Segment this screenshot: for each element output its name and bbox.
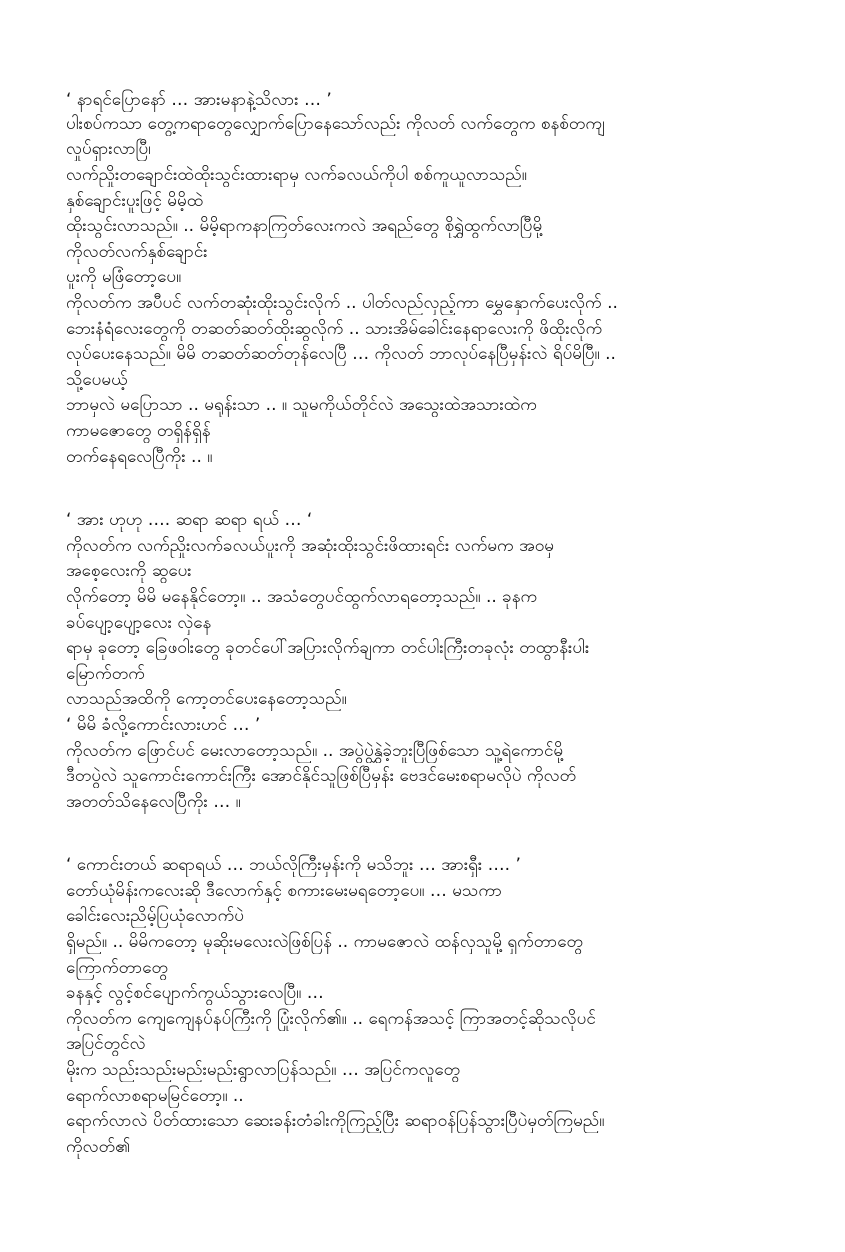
text-line: အတတ်သိနေလေပြီကိုး … ။	[66, 792, 241, 812]
text-line: ကိုလတ်က ဖြောင်ပင် မေးလာတော့သည်။ .. အပွဲပွဲနွှဲခဲ့ဘူးပြီဖြစ်သော သူ့ရဲကောင်မို့	[66, 741, 564, 761]
text-line: ရာမှ ခုတော့ ခြေဖဝါးတွေ ခုတင်ပေါ်အပြားလိုက်ချကာ တင်ပါးကြီးတခုလုံး တထွာနီးပါး	[66, 638, 590, 658]
text-line: အပြင်တွင်လဲ	[66, 1034, 146, 1054]
text-line: လှုပ်ရှားလာပြီ၊	[66, 139, 151, 159]
text-line: ကိုလတ်က လက်ညှိုးလက်ခလယ်ပူးကို အဆုံးထိုးသွင်းဖိထားရင်း လက်မက အဝမှ	[66, 536, 554, 556]
text-line: ‘ အား ဟုဟု …. ဆရာ ဆရာ ရယ် … ‘	[66, 510, 313, 530]
text-line: ‘ နာရင်ပြောနော် … အားမနာနဲ့သိလား … ’	[66, 90, 332, 110]
text-line: ကြောက်တာတွေ	[66, 958, 168, 978]
text-line: မိုးက သည်းသည်းမည်းမည်းရွာလာပြန်သည်။ … အပြင်ကလူတွေ	[66, 1060, 461, 1080]
text-line: ထိုးသွင်းလာသည်။ .. မိမိ့ရာကနာကြတ်လေးကလဲ အရည်တွေ စိုရွှဲထွက်လာပြီမို့	[66, 216, 543, 236]
text-line: ပူးကို မဖြံတော့ပေ။	[66, 267, 182, 287]
text-line: ရောက်လာလဲ ပိတ်ထားသော ဆေးခန်းတံခါးကိုကြည့်ပြီး ဆရာဝန်ပြန်သွားပြီပဲမှတ်ကြမည်။	[66, 1111, 605, 1131]
text-line: ပါးစပ်ကသာ တွေ့ကရာတွေလျှောက်ပြောနေသော်လည်း ကိုလတ် လက်တွေက စနစ်တကျ	[66, 114, 605, 134]
text-line: ခေါင်းလေးညိမ့်ပြယုံလောက်ပဲ	[66, 906, 244, 926]
text-line: လုပ်ပေးနေသည်။ မိမိ တဆတ်ဆတ်တုန်လေပြီ … ကိုလတ် ဘာလုပ်နေပြီမှန်းလဲ ရိပ်မိပြီ။ ..	[66, 344, 616, 364]
text-line: သို့ပေမယ့်	[66, 370, 128, 390]
text-line: ကာမဇောတွေ တရှိန်ရှိန်	[66, 421, 211, 441]
text-line: လိုက်တော့ မိမိ မနေနိုင်တော့။ .. အသံတွေပင်ထွက်လာရတော့သည်။ .. ခုနက	[66, 587, 538, 607]
text-line: တော်ယုံမိန်းကလေးဆို ဒီလောက်နှင့် စကားမေးမရတော့ပေ။ … မသကာ	[66, 881, 502, 901]
text-line: လာသည်အထိကို ကော့တင်ပေးနေတော့သည်။	[66, 689, 347, 709]
text-line: ကိုလတ်က ကျေကျေနပ်နပ်ကြီးကို ပြုံးလိုက်၏။ .. ရေကန်အသင့် ကြာအတင့်ဆိုသလိုပင်	[66, 1009, 596, 1029]
text-line: ကိုလတ်က အပီပင် လက်တဆုံးထိုးသွင်းလိုက် .. ပါတ်လည်လှည့်ကာ မွှေနှောက်ပေးလိုက် ..	[66, 293, 618, 313]
text-line: ‘ ကောင်းတယ် ဆရာရယ် … ဘယ်လိုကြီးမှန်းကို မသိဘူး … အားရှီး …. ’	[66, 855, 521, 875]
text-line: ‘ မိမိ ခံလို့ကောင်းလားဟင် … ’	[66, 715, 261, 735]
text-line: အစေ့လေးကို ဆွပေး	[66, 561, 192, 581]
text-line: လက်ညှိုးတချောင်းထဲထိုးသွင်းထားရာမှ လက်ခလယ်ကိုပါ စစ်ကူယူလာသည်။	[66, 165, 527, 185]
text-line: ဘေးနံရံလေးတွေကို တဆတ်ဆတ်ထိုးဆွလိုက် .. သားအိမ်ခေါင်းနေရာလေးကို ဖိထိုးလိုက်	[66, 319, 603, 339]
text-line: နှစ်ချောင်းပူးဖြင့် မိမိ့ထဲ	[66, 191, 204, 211]
text-line: ဒီတပွဲလဲ သူကောင်းကောင်းကြီး အောင်နိုင်သူဖြစ်ပြီမှန်း ဗေဒင်မေးစရာမလိုပဲ ကိုလတ်	[66, 766, 577, 786]
text-line: ကိုလတ်လက်နှစ်ချောင်း	[66, 242, 208, 262]
text-line: ခနနှင့် လွင့်စင်ပျောက်ကွယ်သွားလေပြီ။ …	[66, 983, 324, 1003]
text-line: ကိုလတ်၏	[66, 1137, 131, 1157]
text-line: ခပ်ပျော့ပျော့လေး လှဲနေ	[66, 613, 212, 633]
text-line: တက်နေရလေပြီကိုး .. ။	[66, 447, 213, 467]
text-line: မြောက်တက်	[66, 664, 145, 684]
text-line: ရှိမည်။ .. မိမိကတော့ မုဆိုးမလေးလဲဖြစ်ပြန် .. ကာမဇောလဲ ထန်လှသူမို့ ရှက်တာတွေ	[66, 932, 584, 952]
text-line: ရောက်လာစရာမမြင်တော့။ ..	[66, 1086, 244, 1106]
text-line: ဘာမှလဲ မပြောသာ .. မရုန်းသာ .. ။ သူမကိုယ်တိုင်လဲ အသွေးထဲအသားထဲက	[66, 395, 537, 415]
